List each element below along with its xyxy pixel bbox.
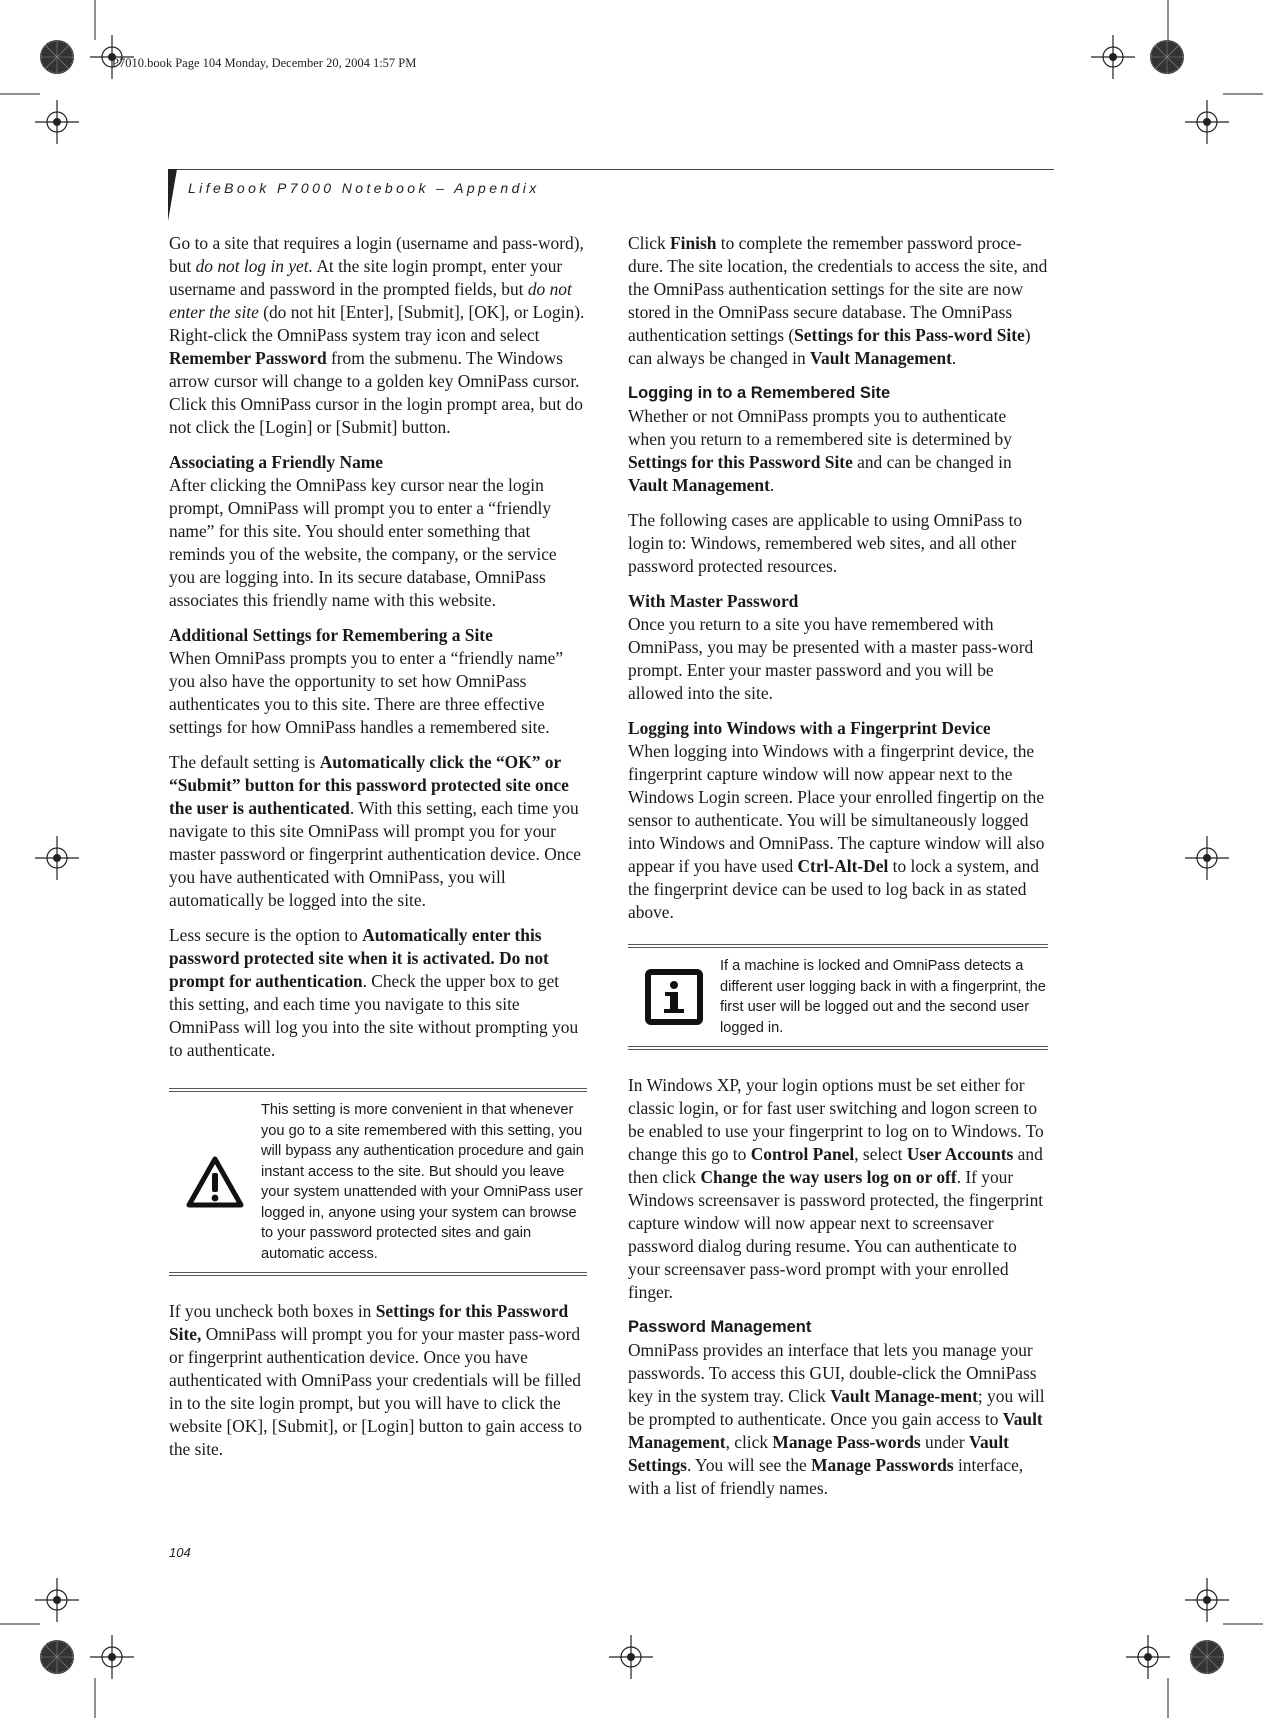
paragraph-finish: Click Finish to complete the remember password proce-dure. The site location, the credentials to access the site, and the OmniPass authentication settings for the site are now stored in the OmniPass secure database. The OmniPass authentication settings (Settings for this Pass-word Site) can always be changed in Vault Management. [628,233,1048,368]
heading-friendly-name: Associating a Friendly Name [169,452,383,472]
running-head: LifeBook P7000 Notebook – Appendix [188,180,540,196]
section-fingerprint: Logging into Windows with a Fingerprint Device When logging into Windows with a fingerprint device, the fingerprint capture window will now appear next to the Windows Login screen. Place your enrolled fingertip on the sensor to authenticate. You will be simultaneously logged into Windows and OmniPass. The capture window will also appear if you have used Ctrl-Alt-Del to lock a system, and the fingerprint device can be used to log back in as stated above. [628,717,1048,924]
paragraph-default-setting: The default setting is Automatically click the “OK” or “Submit” button for this password protected site once the user is authenticated. With this setting, each time you navigate to this site OmniPass will prompt you for your master password or fingerprint authentication device. Once you have authenticated with OmniPass, you will automatically be logged into the site. [169,752,581,910]
section-logging-in: Logging in to a Remembered Site Whether or not OmniPass prompts you to authenticate when you return to a remembered site is determined by Settings for this Password Site and can be changed in Vault Management. [628,382,1048,497]
paragraph-windows-xp: In Windows XP, your login options must be set either for classic login, or for fast user switching and logon screen to be enabled to use your fingerprint to log on to Windows. To change this go to Control Panel, select User Accounts and then click Change the way users log on or off. If your Windows screensaver is password protected, the fingerprint capture window will now appear next to screensaver password dialog during resume. You can authenticate to your screensaver pass-word prompt with your enrolled finger. [628,1075,1044,1302]
page-number: 104 [169,1545,191,1560]
header-rule [170,169,1054,170]
caution-note-text: This setting is more convenient in that whenever you go to a site remembered with this setting, you will bypass any authentication procedure and gain instant access to the site. But should you leave your system unattended with your OmniPass user logged in, anyone using your system can browse to your password protected sites and gain automatic access. [261,1102,584,1262]
info-note-text: If a machine is locked and OmniPass detects a different user logging back in with a fingerprint, the first user will be logged out and the second user logged in. [720,958,1046,1036]
heading-fingerprint: Logging into Windows with a Fingerprint Device [628,718,991,738]
section-additional-settings: Additional Settings for Remembering a Site When OmniPass prompts you to enter a “friendly name” you also have the opportunity to set how OmniPass authenticates you to this site. There are three effective settings for how OmniPass handles a remembered site. [169,624,587,739]
print-slug: P7010.book Page 104 Monday, December 20, 2004 1:57 PM [112,56,417,70]
caution-note [169,1088,587,1276]
heading-additional-settings: Additional Settings for Remembering a Site [169,625,493,645]
section-master-password: With Master Password Once you return to a site you have remembered with OmniPass, you may be presented with a master pass-word prompt. Enter your master password and you will be allowed into the site. [628,590,1048,705]
section-password-management: Password Management OmniPass provides an interface that lets you manage your passwords. To access this GUI, double-click the OmniPass key in the system tray. Click Vault Manage-ment; you will be prompted to authenticate. Once you gain access to Vault Management, click Manage Pass-words under Vault Settings. You will see the Manage Passwords interface, with a list of friendly names. [628,1316,1048,1500]
heading-master-password: With Master Password [628,591,799,611]
left-column [169,232,587,1473]
heading-logging-in: Logging in to a Remembered Site [628,384,891,402]
info-icon [628,968,720,1026]
warning-icon [169,1155,261,1209]
info-note [628,944,1048,1050]
paragraph-uncheck: If you uncheck both boxes in Settings for this Password Site, OmniPass will prompt you for your master pass-word or fingerprint authentication device. Once you have authenticated with OmniPass your credentials will be filled in to the site login prompt, but you will have to click the website [OK], [Submit], or [Login] button to gain access to the site. [169,1301,582,1459]
paragraph-cases: The following cases are applicable to using OmniPass to login to: Windows, remembered web sites, and all other password protected resources. [628,510,1023,576]
right-column [628,232,1048,1512]
section-friendly-name: Associating a Friendly Name After clicking the OmniPass key cursor near the login prompt, OmniPass will prompt you to enter a “friendly name” for this site. You should enter something that reminds you of the website, the company, or the service you are logging into. In its secure database, OmniPass associates this friendly name with this website. [169,451,587,612]
paragraph-intro: Go to a site that requires a login (username and pass-word), but do not log in yet. At the site login prompt, enter your username and password in the prompted fields, but do not enter the site (do not hit [Enter], [Submit], [OK], or Login). Right-click the OmniPass system tray icon and select Remember Password from the submenu. The Windows arrow cursor will change to a golden key OmniPass cursor. Click this OmniPass cursor in the login prompt area, but do not click the [Login] or [Submit] button. [169,233,585,437]
paragraph-less-secure: Less secure is the option to Automatically enter this password protected site when it is activated. Do not prompt for authentication. Check the upper box to get this setting, and each time you navigate to this site OmniPass will log you into the site without prompting you to authenticate. [169,925,579,1060]
header-tab-marker [168,169,177,221]
heading-password-management: Password Management [628,1318,812,1336]
